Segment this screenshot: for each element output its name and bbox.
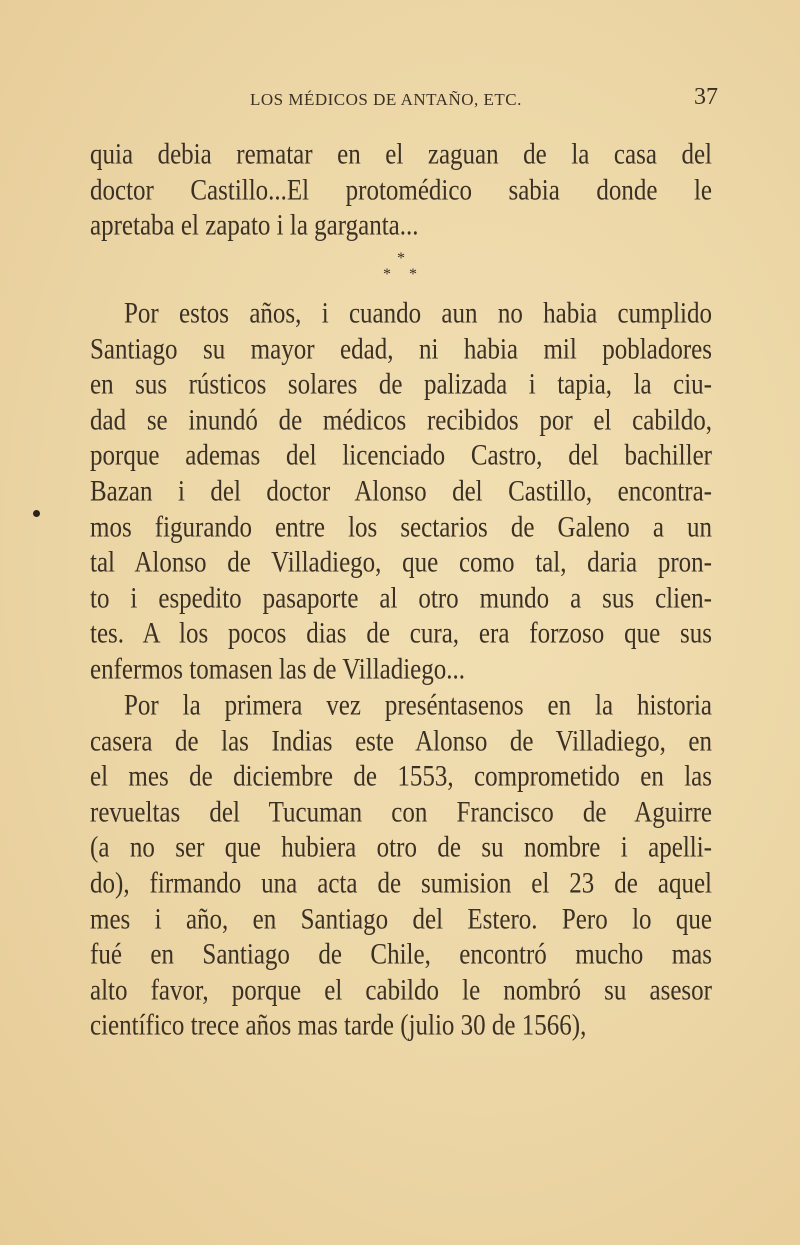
asterisk-icon: * xyxy=(397,250,405,267)
text-line: dad se inundó de médicos recibidos por el cabildo, xyxy=(90,404,712,437)
text-line: alto favor, porque el cabildo le nombró su asesor xyxy=(90,974,712,1007)
section-separator xyxy=(383,250,423,290)
page-number: 37 xyxy=(694,84,718,110)
text-line: en sus rústicos solares de palizada i tapia, la ciu- xyxy=(90,368,712,401)
text-line: Santiago su mayor edad, ni habia mil pobladores xyxy=(90,333,712,365)
ink-spot xyxy=(33,510,40,517)
asterisk-icon: * xyxy=(409,266,417,283)
text-line: quia debia rematar en el zaguan de la casa del xyxy=(90,138,712,171)
text-line: apretaba el zapato i la garganta... xyxy=(90,209,419,242)
text-line: tes. A los pocos dias de cura, era forzoso que sus xyxy=(90,617,712,650)
text-line: Por estos años, i cuando aun no habia cumplido xyxy=(124,297,712,330)
asterisk-icon: * xyxy=(383,266,391,283)
text-line: doctor Castillo...El protomédico sabia donde le xyxy=(90,174,712,206)
text-line: to i espedito pasaporte al otro mundo a sus clien- xyxy=(90,582,712,615)
text-line: (a no ser que hubiera otro de su nombre i apelli- xyxy=(90,831,712,864)
text-line: revueltas del Tucuman con Francisco de Aguirre xyxy=(90,796,712,829)
paragraph-2 xyxy=(90,296,712,688)
text-line: Bazan i del doctor Alonso del Castillo, encontra- xyxy=(90,475,712,508)
paragraph-1 xyxy=(90,137,712,244)
text-line: do), firmando una acta de sumision el 23 de aquel xyxy=(90,867,712,900)
text-line: Por la primera vez preséntasenos en la historia xyxy=(124,689,712,722)
text-line: fué en Santiago de Chile, encontró mucho mas xyxy=(90,938,712,971)
text-line: enfermos tomasen las de Villadiego... xyxy=(90,653,466,686)
text-line: porque ademas del licenciado Castro, del bachiller xyxy=(90,439,712,472)
running-head: LOS MÉDICOS DE ANTAÑO, ETC. xyxy=(250,90,522,109)
text-line: tal Alonso de Villadiego, que como tal, daria pron- xyxy=(90,546,712,579)
text-line: científico trece años mas tarde (julio 30 de 1566), xyxy=(90,1009,587,1042)
text-line: casera de las Indias este Alonso de Villadiego, en xyxy=(90,725,712,757)
text-line: el mes de diciembre de 1553, comprometido en las xyxy=(90,760,712,793)
paragraph-3 xyxy=(90,688,712,1044)
text-line: mes i año, en Santiago del Estero. Pero lo que xyxy=(90,903,712,935)
text-line: mos figurando entre los sectarios de Galeno a un xyxy=(90,511,712,543)
